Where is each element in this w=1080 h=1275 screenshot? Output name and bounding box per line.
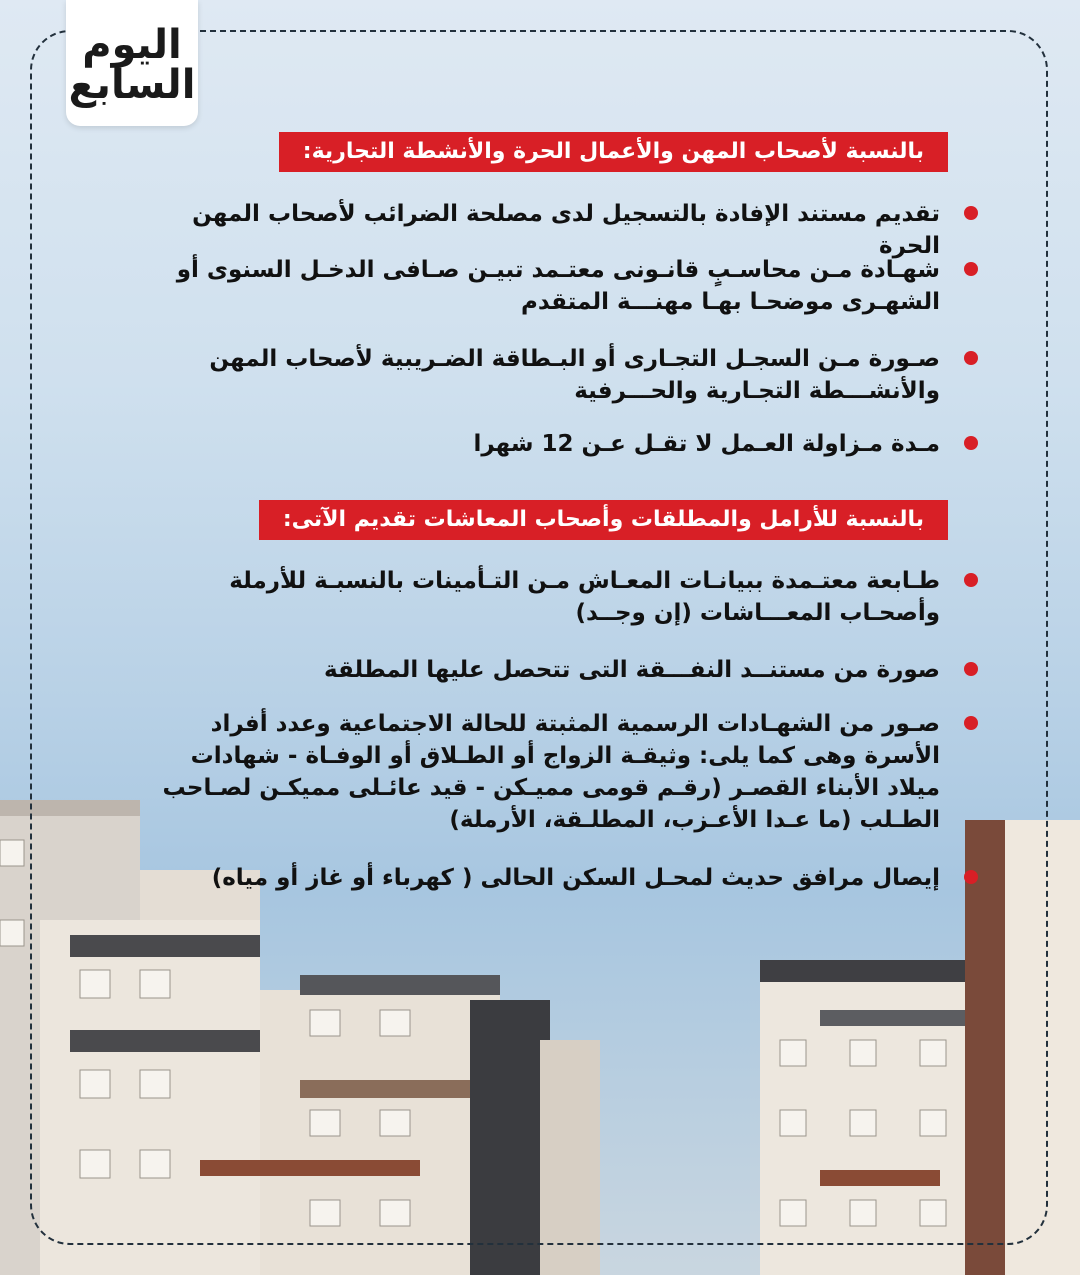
list-item	[150, 862, 940, 894]
list-item	[150, 708, 940, 836]
list-item	[150, 654, 940, 686]
bullet-icon	[964, 351, 978, 365]
bullet-icon	[964, 262, 978, 276]
item-text: شهـادة مـن محاسـبٍ قانـونى معتـمد تبيـن صـافى الدخـل السنوى أو الشهـرى موضحـا بهـا مهنـــة المتقدم	[176, 257, 940, 315]
item-text: صـورة مـن السجـل التجـارى أو البـطاقة الضـريبية لأصحاب المهن والأنشـــطة التجـارية والحـــرفية	[209, 346, 940, 404]
list-item	[150, 254, 940, 318]
list-item	[150, 565, 940, 629]
bullet-icon	[964, 716, 978, 730]
bullet-icon	[964, 436, 978, 450]
list-item	[150, 198, 940, 262]
section2-title: بالنسبة للأرامل والمطلقات وأصحاب المعاشات تقديم الآتى:	[259, 500, 948, 540]
list-item	[150, 343, 940, 407]
bullet-icon	[964, 206, 978, 220]
bullet-icon	[964, 870, 978, 884]
logo-line1: اليوم	[82, 22, 182, 68]
logo-line2: السابع	[68, 62, 196, 108]
item-text: تقديم مستند الإفادة بالتسجيل لدى مصلحة الضرائب لأصحاب المهن الحرة	[192, 201, 940, 259]
bullet-icon	[964, 573, 978, 587]
item-text: صـور من الشهـادات الرسمية المثبتة للحالة الاجتماعية وعدد أفراد الأسرة وهى كما يلى: وثيقـة الزواج أو الطـلاق أو الوفـاة - شهادات ميلاد الأبناء القصـر (رقـم قومى مميـكن - قيد عائـلى مميكـن لصـاحب الطـلب (ما عـدا الأعـزب، المطلـقة، الأرملة)	[162, 711, 940, 833]
bullet-icon	[964, 662, 978, 676]
section1-title: بالنسبة لأصحاب المهن والأعمال الحرة والأنشطة التجارية:	[279, 132, 948, 172]
item-text: صورة من مستنــد النفـــقة التى تتحصل عليها المطلقة	[324, 657, 940, 683]
item-text: مـدة مـزاولة العـمل لا تقـل عـن 12 شهرا	[473, 431, 940, 457]
item-text: طـابعة معتـمدة ببيانـات المعـاش مـن التـأمينات بالنسبـة للأرملة وأصحـاب المعـــاشات (إن وجــد)	[229, 568, 940, 626]
item-text: إيصال مرافق حديث لمحـل السكن الحالى ( كهرباء أو غاز أو مياه)	[211, 865, 940, 891]
list-item	[150, 428, 940, 460]
logo	[66, 0, 198, 126]
